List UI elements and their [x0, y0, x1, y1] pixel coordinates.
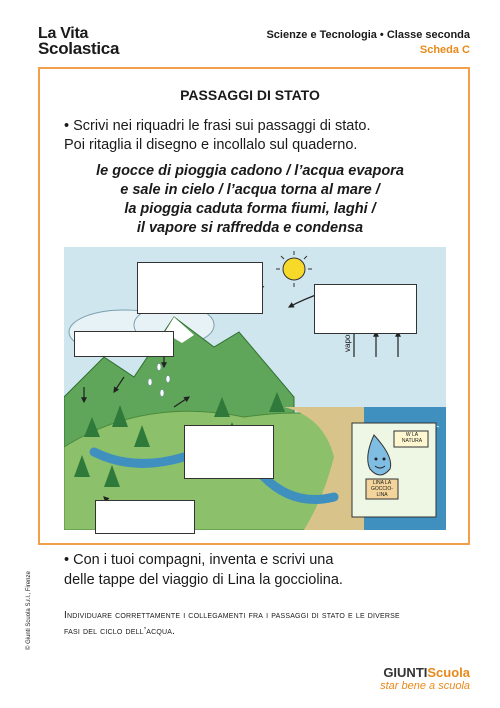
instruction-line: Poi ritaglia il disegno e incollalo sul quaderno. — [64, 137, 358, 153]
copyright-note: © Giunti Scuola S.r.l., Firenze — [26, 571, 32, 650]
task-line: delle tappe del viaggio di Lina la gocciolina. — [64, 572, 343, 588]
phrase-line: la pioggia caduta forma fiumi, laghi / — [124, 201, 376, 217]
instructions — [64, 117, 464, 155]
badge-text: LINA LA GOCCIO-LINA — [371, 480, 393, 498]
second-task — [64, 550, 484, 590]
phrase-list — [0, 162, 500, 238]
answer-box[interactable] — [314, 284, 417, 334]
answer-box[interactable] — [184, 425, 274, 479]
publisher-brand — [380, 665, 470, 680]
instruction-line: • Scrivi nei riquadri le frasi sui passaggi di stato. — [64, 118, 371, 134]
logo-line-2: Scolastica — [38, 39, 120, 58]
phrase-line: e sale in cielo / l’acqua torna al mare / — [120, 182, 380, 198]
phrase-line: le gocce di pioggia cadono / l’acqua evapora — [96, 163, 404, 179]
subject-label: Scienze e Tecnologia • Classe seconda — [266, 29, 470, 41]
objective-line: Individuare correttamente i collegamenti fra i passaggi di stato e le diverse — [64, 610, 400, 621]
magazine-logo — [38, 26, 119, 56]
sheet-label: Scheda C — [419, 44, 470, 56]
page-title: PASSAGGI DI STATO — [180, 87, 320, 103]
header-info — [266, 28, 470, 58]
sign-text: W LA NATURA — [401, 432, 423, 444]
answer-box[interactable] — [137, 262, 263, 314]
answer-box[interactable] — [74, 331, 174, 357]
task-line: • Con i tuoi compagni, inventa e scrivi una — [64, 552, 334, 568]
learning-objective — [64, 608, 464, 640]
answer-box[interactable] — [95, 500, 195, 534]
publisher-logo — [380, 665, 470, 692]
publisher-brand-name: GIUNTI — [383, 665, 428, 680]
logo-line-1: La Vita — [38, 25, 89, 42]
objective-line: fasi del ciclo dell’acqua. — [64, 626, 176, 637]
publisher-tagline: star bene a scuola — [380, 680, 470, 692]
phrase-line: il vapore si raffredda e condensa — [136, 220, 364, 236]
publisher-brand-suffix: Scuola — [427, 665, 470, 680]
